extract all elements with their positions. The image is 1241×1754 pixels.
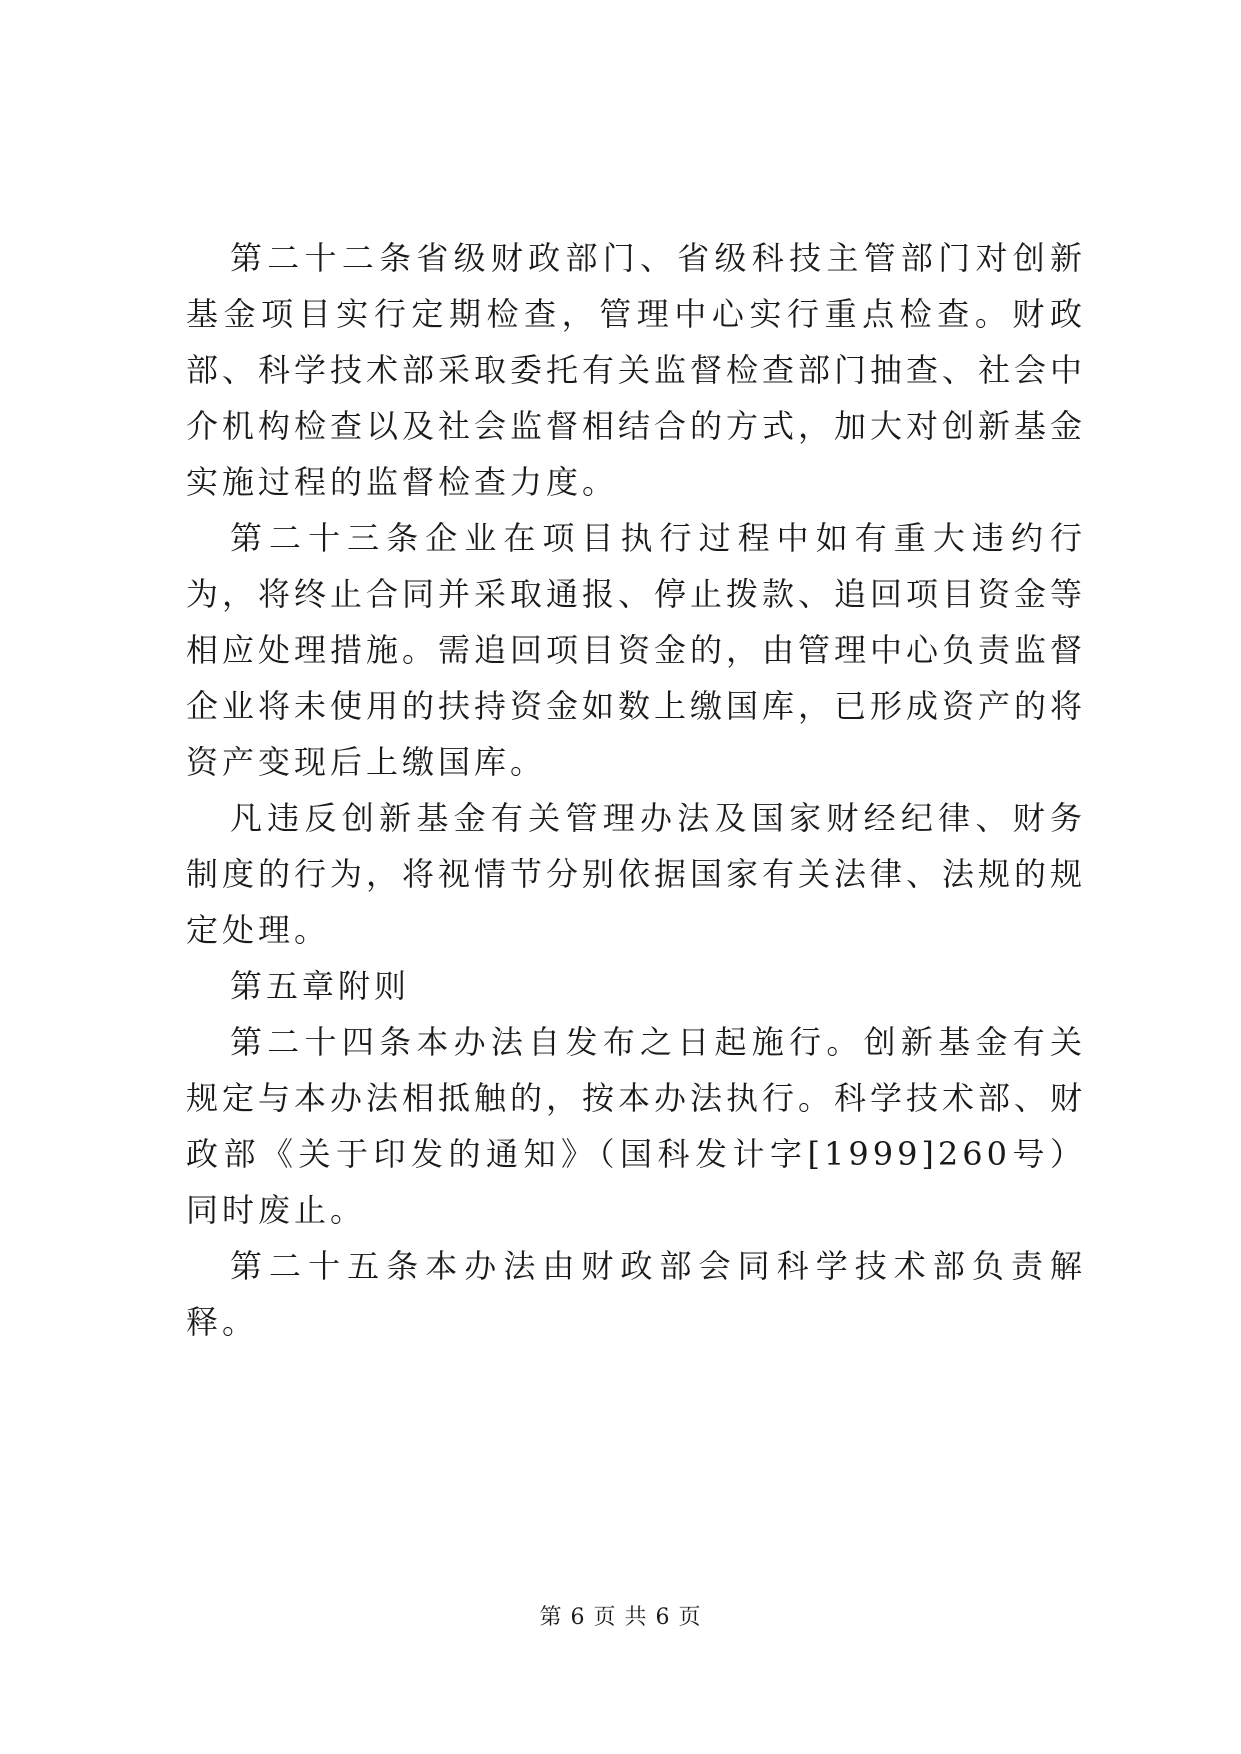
chapter-heading: 第五章附则 [230, 967, 411, 1005]
document-body [186, 230, 1086, 1350]
paragraph-article-25: 第二十五条本办法由财政部会同科学技术部负责解释。 [186, 1247, 1086, 1341]
paragraph-article-23: 第二十三条企业在项目执行过程中如有重大违约行为，将终止合同并采取通报、停止拨款、追回项目资金等相应处理措施。需追回项目资金的，由管理中心负责监督企业将未使用的扶持资金如数上缴国库，已形成资产的将资产变现后上缴国库。 [186, 519, 1087, 781]
paragraph-article-24: 第二十四条本办法自发布之日起施行。创新基金有关规定与本办法相抵触的，按本办法执行。科学技术部、财政部《关于印发的通知》（国科发计字[1999]260号）同时废止。 [186, 1023, 1087, 1229]
paragraph-violations: 凡违反创新基金有关管理办法及国家财经纪律、财务制度的行为，将视情节分别依据国家有关法律、法规的规定处理。 [186, 799, 1087, 949]
paragraph-article-22: 第二十二条省级财政部门、省级科技主管部门对创新基金项目实行定期检查，管理中心实行重点检查。财政部、科学技术部采取委托有关监督检查部门抽查、社会中介机构检查以及社会监督相结合的方式，加大对创新基金实施过程的监督检查力度。 [186, 239, 1087, 501]
page-footer: 第 6 页 共 6 页 [539, 1605, 702, 1630]
